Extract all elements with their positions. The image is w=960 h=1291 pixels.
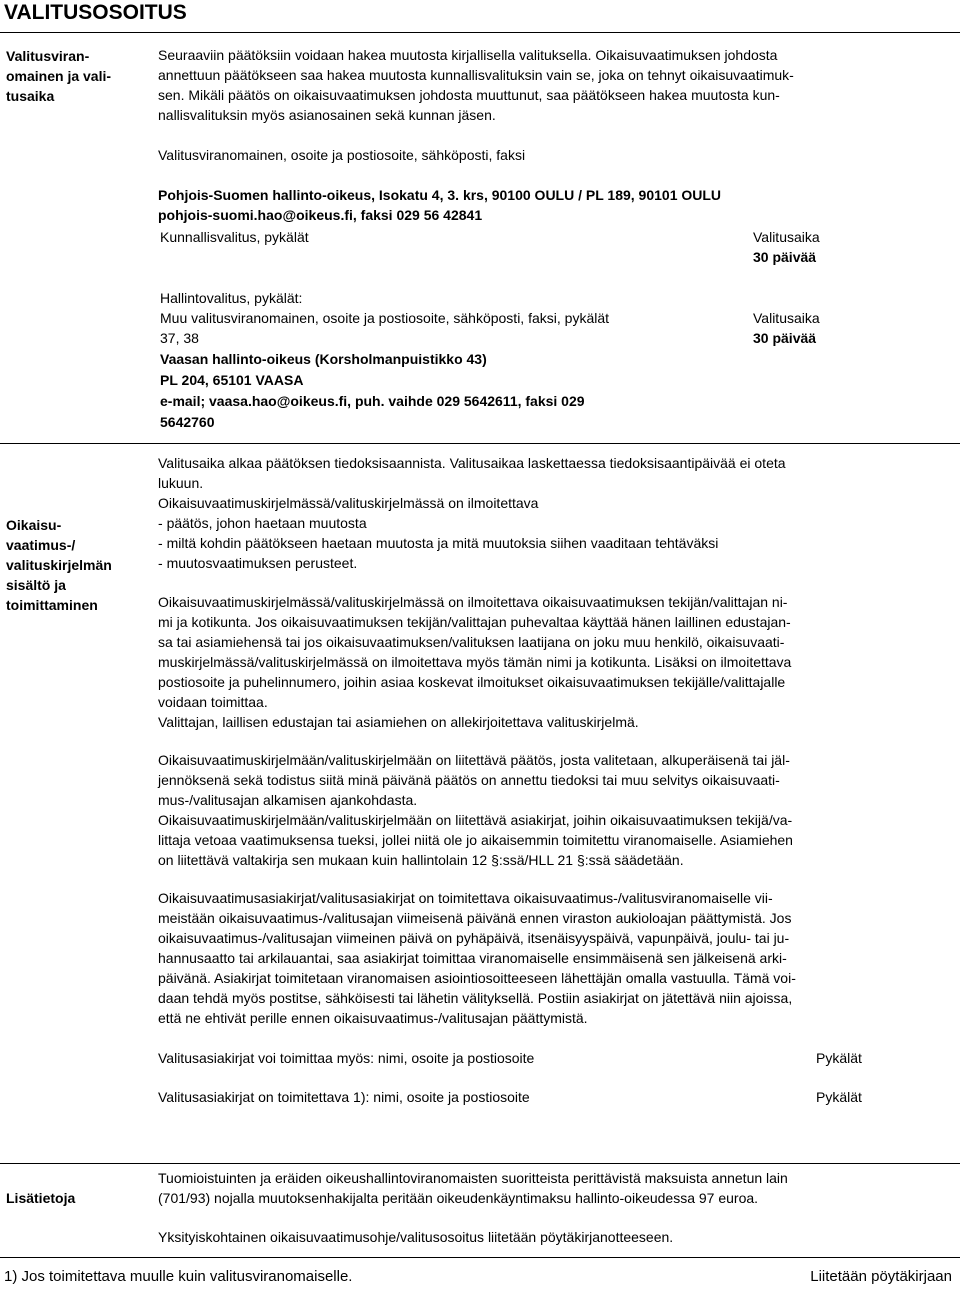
- section-label-lisatietoja: Lisätietoja: [6, 1190, 76, 1206]
- toimitettava-paragraph: [158, 888, 960, 1028]
- liitetaan-paragraph: Yksityiskohtainen oikaisuvaatimusohje/valitusosoitus liitetään pöytäkirjanotteeseen.: [158, 1229, 674, 1245]
- valitusaika-block-1: [753, 227, 953, 267]
- liitettava-paragraph: [158, 750, 960, 870]
- valitusaika-label: Valitusaika: [753, 310, 820, 326]
- label-line: toimittaminen: [6, 597, 98, 613]
- divider-section-2: [0, 443, 960, 444]
- text-line: hannusaatto tai arkilauantai, saa asiakirjat toimittaa viranomaiselle ensimmäisenä sen jälkeisenä arki-: [158, 950, 787, 966]
- divider-footer: [0, 1257, 960, 1258]
- label-line: omainen ja vali-: [6, 68, 112, 84]
- text-line: mi ja kotikunta. Jos oikaisuvaatimuksen tekijän/valittajan puhevaltaa käyttää hänen laillinen edustajan-: [158, 614, 791, 630]
- vaasa-address: [160, 349, 740, 433]
- muu-valitusviranomainen: [160, 308, 740, 348]
- text-line: postiosoite ja puhelinnumero, joihin asiaa koskevat ilmoitukset oikaisuvaatimuksen tekijälle/valittajalle: [158, 674, 786, 690]
- text-line: päivänä. Asiakirjat toimitetaan viranomaisen asiointiosoitteeseen lähettäjän omalla vastuulla. Tämä voi-: [158, 970, 796, 986]
- valitusasiakirjat-row-1: Valitusasiakirjat voi toimittaa myös: nimi, osoite ja postiosoite: [158, 1050, 535, 1066]
- pohjois-suomi-address: [158, 185, 958, 225]
- text-line: on liitettävä valtakirja sen mukaan kuin hallintolain 12 §:ssä/HLL 21 §:ssä säädetään.: [158, 852, 684, 868]
- text-line: Valitusaika alkaa päätöksen tiedoksisaannista. Valitusaikaa laskettaessa tiedoksisaantipäivää ei oteta: [158, 455, 786, 471]
- ilmoitettava-paragraph: [158, 592, 960, 732]
- text-line: (701/93) nojalla muutoksenhakijalta peritään oikeudenkäyntimaksu hallinto-oikeudessa 97 euroa.: [158, 1190, 759, 1206]
- valitusasiakirjat-row-2: Valitusasiakirjat on toimitettava 1): nimi, osoite ja postiosoite: [158, 1089, 530, 1105]
- label-line: sisältö ja: [6, 577, 66, 593]
- text-line: 5642760: [160, 414, 215, 430]
- label-line: Valitusviran-: [6, 48, 90, 64]
- footnote: 1) Jos toimitettava muulle kuin valitusviranomaiselle.: [4, 1268, 353, 1285]
- text-line: Tuomioistuinten ja eräiden oikeushallintoviranomaisten suoritteista perittävistä maksuista annetun lain: [158, 1170, 788, 1186]
- requirements-list: [158, 513, 958, 573]
- section-label-oikaisuvaatimus: [6, 515, 112, 615]
- text-line: Oikaisuvaatimuskirjelmässä/valituskirjelmässä on ilmoitettava: [158, 495, 539, 511]
- text-line: mus-/valitusajan alkamisen ajankohdasta.: [158, 792, 418, 808]
- text-line: daan tehdä myös postitse, sähköisesti tai lähetin välityksellä. Postiin asiakirjat on jätettävä niin ajoissa,: [158, 990, 793, 1006]
- text-line: Pohjois-Suomen hallinto-oikeus, Isokatu 4, 3. krs, 90100 OULU / PL 189, 90101 OULU: [158, 187, 722, 203]
- text-line: meistään oikaisuvaatimus-/valitusajan viimeisenä päivänä ennen viraston aukioloajan päättymistä. Jos: [158, 910, 792, 926]
- label-line: Oikaisu-: [6, 517, 62, 533]
- text-line: lukuun.: [158, 475, 204, 491]
- section-label-valitusviranomainen: [6, 46, 111, 106]
- valitusaika-label: Valitusaika: [753, 229, 820, 245]
- text-line: Oikaisuvaatimuskirjelmään/valituskirjelmään on liitettävä päätös, josta valitetaan, alkuperäisenä tai jäl-: [158, 752, 790, 768]
- text-line: annettuun päätökseen saa hakea muutosta kunnallisvalituksin vain se, joka on tehnyt oikaisuvaatimuk-: [158, 67, 794, 83]
- text-line: littaja vetoaa vaatimuksensa tueksi, jollei niitä ole jo aikaisemmin toimitettu viranomaiselle. Asiamiehen: [158, 832, 793, 848]
- valitusaika-block-2: [753, 308, 953, 348]
- maksu-paragraph: [158, 1168, 958, 1208]
- text-line: oikaisuvaatimus-/valitusajan viimeinen päivä on pyhäpäivä, itsenäisyyspäivä, vapunpäivä, joulu- tai ju-: [158, 930, 790, 946]
- text-line: PL 204, 65101 VAASA: [160, 372, 304, 388]
- label-line: valituskirjelmän: [6, 557, 112, 573]
- text-line: Seuraaviin päätöksiin voidaan hakea muutosta kirjallisella valituksella. Oikaisuvaatimuksen johdosta: [158, 47, 778, 63]
- pykalat-label-1: Pykälät: [816, 1050, 862, 1066]
- text-line: että ne ehtivät perille ennen oikaisuvaatimus-/valitusajan päättymistä.: [158, 1010, 588, 1026]
- list-item: - muutosvaatimuksen perusteet.: [158, 553, 958, 573]
- label-line: vaatimus-/: [6, 537, 76, 553]
- footer-right-note: Liitetään pöytäkirjaan: [810, 1268, 952, 1285]
- text-line: voidaan toimittaa.: [158, 694, 268, 710]
- text-line: Oikaisuvaatimusasiakirjat/valitusasiakirjat on toimitettava oikaisuvaatimus-/valitusviranomaiselle vii-: [158, 890, 773, 906]
- valitusaika-value: 30 päivää: [753, 330, 817, 346]
- text-line: pohjois-suomi.hao@oikeus.fi, faksi 029 56 42841: [158, 207, 483, 223]
- kunnallisvalitus-label: Kunnallisvalitus, pykälät: [160, 229, 309, 245]
- text-line: Oikaisuvaatimuskirjelmässä/valituskirjelmässä on ilmoitettava oikaisuvaatimuksen tekijän/valittajan ni-: [158, 594, 788, 610]
- text-line: sen. Mikäli päätös on oikaisuvaatimuksen johdosta muuttunut, saa päätökseen hakea muutosta kun-: [158, 87, 780, 103]
- text-line: Vaasan hallinto-oikeus (Korsholmanpuistikko 43): [160, 351, 487, 367]
- list-item: - miltä kohdin päätökseen haetaan muutosta ja mitä muutoksia siihen vaaditaan tehtäväksi: [158, 533, 958, 553]
- document-title: VALITUSOSOITUS: [4, 1, 187, 24]
- valitusaika-paragraph: [158, 453, 958, 573]
- text-line: sa tai asiamiehensä tai jos oikaisuvaatimuksen/valituksen laatijana on joku muu henkilö, oikaisuvaati-: [158, 634, 785, 650]
- authority-heading: Valitusviranomainen, osoite ja postiosoite, sähköposti, faksi: [158, 147, 526, 163]
- list-item: - päätös, johon haetaan muutosta: [158, 513, 958, 533]
- divider-section-3: [0, 1163, 960, 1164]
- text-line: e-mail; vaasa.hao@oikeus.fi, puh. vaihde 029 5642611, faksi 029: [160, 393, 585, 409]
- valitusaika-value: 30 päivää: [753, 249, 817, 265]
- text-line: muskirjelmässä/valituskirjelmässä on ilmoitettava myös tämän nimi ja kotikunta. Lisäksi on ilmoitettava: [158, 654, 792, 670]
- intro-paragraph: [158, 45, 958, 125]
- hallintovalitus-label: Hallintovalitus, pykälät:: [160, 290, 303, 306]
- text-line: Valittajan, laillisen edustajan tai asiamiehen on allekirjoitettava valituskirjelmä.: [158, 714, 639, 730]
- label-line: tusaika: [6, 88, 55, 104]
- pykalat-label-2: Pykälät: [816, 1089, 862, 1105]
- text-line: 37, 38: [160, 330, 199, 346]
- text-line: jennöksenä sekä todistus siitä minä päivänä päätös on annettu tiedoksi tai muu selvitys oikaisuvaati-: [158, 772, 780, 788]
- text-line: Oikaisuvaatimuskirjelmään/valituskirjelmään on liitettävä asiakirjat, joihin oikaisuvaatimuksen tekijä/va-: [158, 812, 793, 828]
- text-line: nallisvalituksin myös asianosainen sekä kunnan jäsen.: [158, 107, 496, 123]
- text-line: Muu valitusviranomainen, osoite ja postiosoite, sähköposti, faksi, pykälät: [160, 310, 610, 326]
- divider-top: [0, 32, 960, 33]
